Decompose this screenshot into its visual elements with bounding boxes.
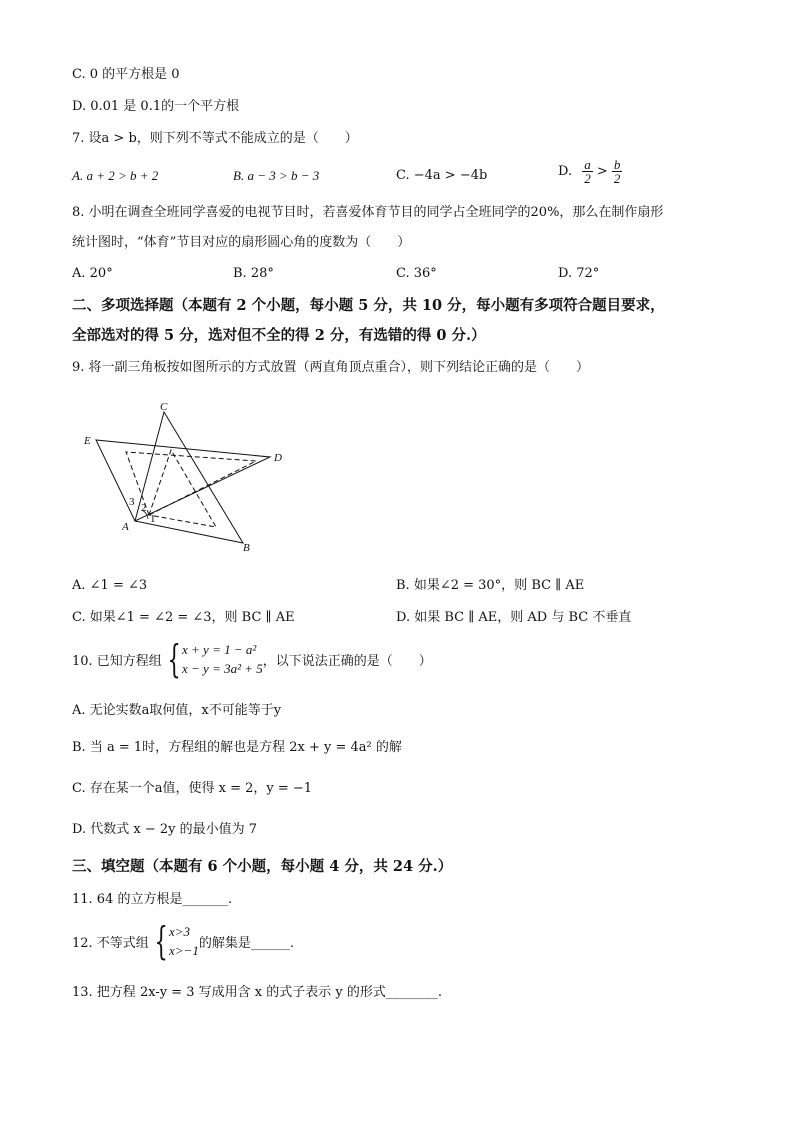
q9-option-b: B. 如果∠2 = 30°，则 BC ∥ AE <box>396 578 585 593</box>
question-11: 11. 64 的立方根是_______. <box>72 892 233 907</box>
label-angle-2: 2 <box>141 502 147 514</box>
q12-suffix: 的解集是______. <box>198 935 294 951</box>
q10-brace: { <box>167 637 181 681</box>
section-3-heading: 三、填空题（本题有 6 个小题，每小题 4 分，共 24 分.） <box>72 858 453 875</box>
triangle-aed <box>96 440 270 521</box>
triangle-figure <box>78 395 298 557</box>
q6-option-c: C. 0 的平方根是 0 <box>72 67 180 82</box>
q7-option-d <box>558 158 622 185</box>
question-8-line-1: 8. 小明在调查全班同学喜爱的电视节目时，若喜爱体育节目的同学占全班同学的20%，那么在制作扇形 <box>72 205 664 220</box>
q12-inequality-2: x>−1 <box>169 943 199 958</box>
q10-suffix: ，以下说法正确的是（ ） <box>262 653 432 669</box>
q10-option-b: B. 当 a = 1时，方程组的解也是方程 2x + y = 4a² 的解 <box>72 740 402 755</box>
label-angle-1: 1 <box>150 513 156 525</box>
label-angle-3: 3 <box>129 496 135 508</box>
q7d-prefix: D. <box>558 164 573 179</box>
q10-prefix: 10. 已知方程组 <box>72 653 162 669</box>
q7d-frac-b-num: b <box>613 157 621 172</box>
q10-option-a: A. 无论实数a取何值，x不可能等于y <box>72 703 282 718</box>
q7d-frac-a-den: 2 <box>584 171 591 186</box>
label-d: D <box>274 452 282 464</box>
q7-option-a: A. a + 2 > b + 2 <box>72 168 159 183</box>
dashed-inner-triangle-1 <box>149 450 216 527</box>
q7d-frac-a-num: a <box>584 157 591 172</box>
label-a: A <box>122 521 129 533</box>
section-2-heading-line-2: 全部选对的得 5 分，选对但不全的得 2 分，有选错的得 0 分.） <box>72 327 486 344</box>
q7d-frac-b-den: 2 <box>613 171 621 186</box>
q10-equation-2: x − y = 3a² + 5 <box>182 661 263 676</box>
q7-option-b: B. a − 3 > b − 3 <box>233 168 320 183</box>
q8-option-c: C. 36° <box>396 266 437 281</box>
question-9: 9. 将一副三角板按如图所示的方式放置（两直角顶点重合），则下列结论正确的是（ ） <box>72 360 590 375</box>
q9-option-a: A. ∠1 = ∠3 <box>72 578 148 593</box>
q9-option-c: C. 如果∠1 = ∠2 = ∠3，则 BC ∥ AE <box>72 610 295 625</box>
q9-option-d: D. 如果 BC ∥ AE，则 AD 与 BC 不垂直 <box>396 610 632 625</box>
q8-option-d: D. 72° <box>558 266 600 281</box>
label-e: E <box>84 435 91 447</box>
question-13: 13. 把方程 2x-y = 3 写成用含 x 的式子表示 y 的形式________. <box>72 985 442 1000</box>
q12-brace: { <box>154 919 168 963</box>
q7-option-c: C. −4a > −4b <box>396 168 488 183</box>
label-c: C <box>160 401 168 413</box>
q10-option-d: D. 代数式 x − 2y 的最小值为 7 <box>72 822 257 837</box>
question-12 <box>72 919 294 963</box>
q8-option-a: A. 20° <box>72 266 113 281</box>
q6-option-d: D. 0.01 是 0.1的一个平方根 <box>72 99 240 114</box>
question-10 <box>72 637 432 681</box>
q10-option-c: C. 存在某一个a值，使得 x = 2，y = −1 <box>72 781 313 796</box>
q12-inequality-system <box>169 922 199 960</box>
q12-prefix: 12. 不等式组 <box>72 935 149 951</box>
q10-equation-1: x + y = 1 − a² <box>182 642 257 657</box>
q7d-gt: > <box>596 164 608 179</box>
q8-option-b: B. 28° <box>233 266 274 281</box>
q10-equation-system <box>182 640 263 678</box>
question-7: 7. 设a > b，则下列不等式不能成立的是（ ） <box>72 131 358 146</box>
section-2-heading-line-1: 二、多项选择题（本题有 2 个小题，每小题 5 分，共 10 分，每小题有多项符合题目要求， <box>72 297 665 314</box>
question-8-line-2: 统计图时，“体育”节目对应的扇形圆心角的度数为（ ） <box>72 235 411 250</box>
q12-inequality-1: x>3 <box>169 924 191 939</box>
label-b: B <box>243 542 250 554</box>
